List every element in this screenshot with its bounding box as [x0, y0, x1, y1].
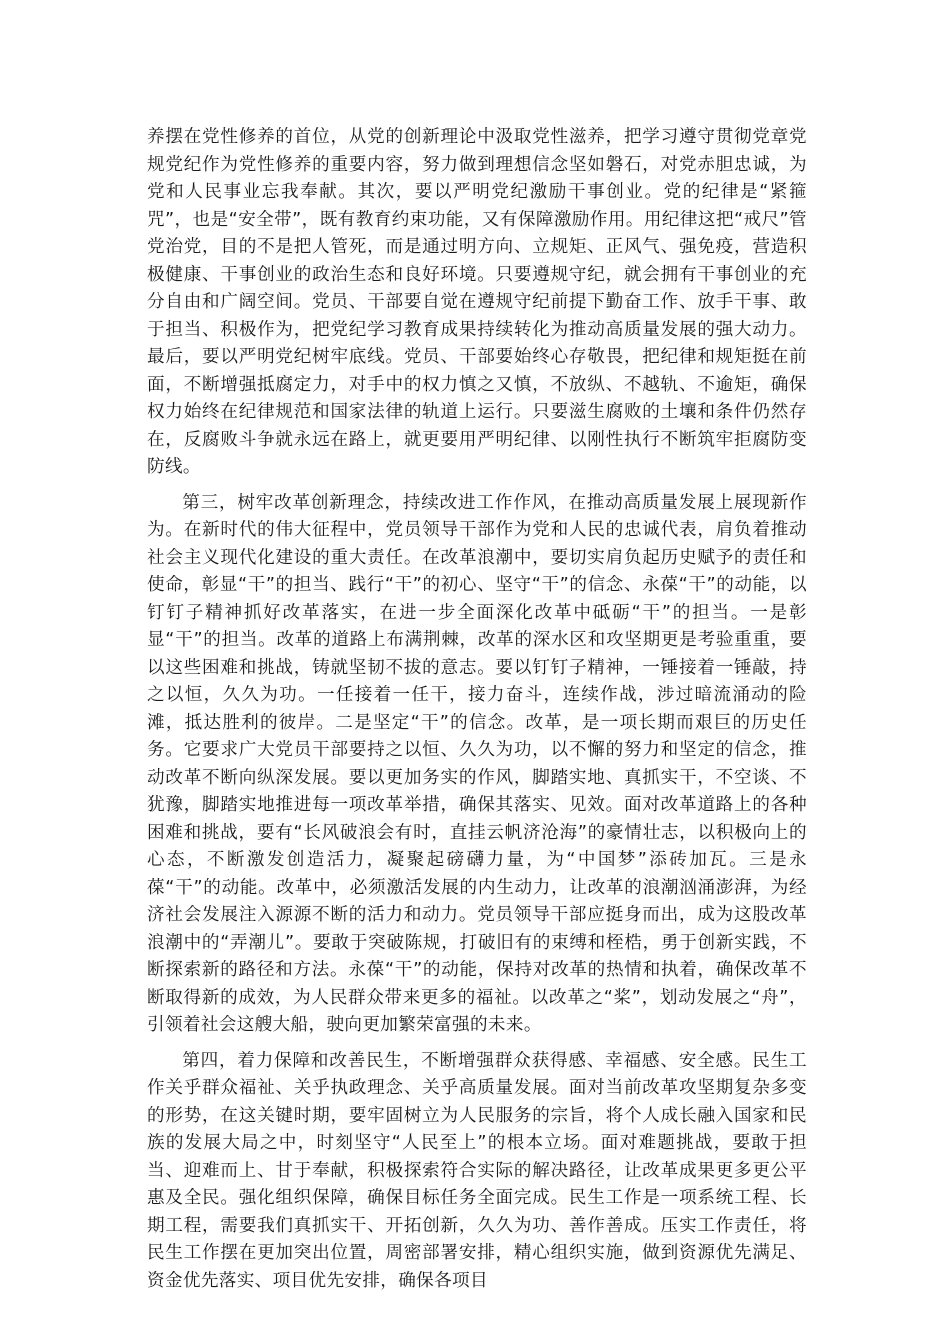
- paragraph-continued: 养摆在党性修养的首位，从党的创新理论中汲取党性滋养，把学习遵守贯彻党章党规党纪作为党性修养的重要内容，努力做到理想信念坚如磐石，对党赤胆忠诚，为党和人民事业忘我奉献。其次，要以严明党纪激励干事创业。党的纪律是“紧箍咒”，也是“安全带”，既有教育约束功能，又有保障激励作用。用纪律这把“戒尺”管党治党，目的不是把人管死，而是通过明方向、立规矩、正风气、强免疫，营造积极健康、干事创业的政治生态和良好环境。只要遵规守纪，就会拥有干事创业的充分自由和广阔空间。党员、干部要自觉在遵规守纪前提下勤奋工作、放手干事、敢于担当、积极作为，把党纪学习教育成果持续转化为推动高质量发展的强大动力。最后，要以严明党纪树牢底线。党员、干部要始终心存敬畏，把纪律和规矩挺在前面，不断增强抵腐定力，对手中的权力慎之又慎，不放纵、不越轨、不逾矩，确保权力始终在纪律规范和国家法律的轨道上运行。只要滋生腐败的土壤和条件仍然存在，反腐败斗争就永远在路上，就更要用严明纪律、以刚性执行不断筑牢拒腐防变防线。: [147, 127, 807, 477]
- paragraph-third-point: 第三，树牢改革创新理念，持续改进工作作风，在推动高质量发展上展现新作为。在新时代的伟大征程中，党员领导干部作为党和人民的忠诚代表，肩负着推动社会主义现代化建设的重大责任。在改革浪潮中，要切实肩负起历史赋予的责任和使命，彰显“干”的担当、践行“干”的初心、坚守“干”的信念、永葆“干”的动能，以钉钉子精神抓好改革落实，在进一步全面深化改革中砥砺“干”的担当。一是彰显“干”的担当。改革的道路上布满荆棘，改革的深水区和攻坚期更是考验重重，要以这些困难和挑战，铸就坚韧不拔的意志。要以钉钉子精神，一锤接着一锤敲，持之以恒，久久为功。一任接着一任干，接力奋斗，连续作战，涉过暗流涌动的险滩，抵达胜利的彼岸。二是坚定“干”的信念。改革，是一项长期而艰巨的历史任务。它要求广大党员干部要持之以恒、久久为功，以不懈的努力和坚定的信念，推动改革不断向纵深发展。要以更加务实的作风，脚踏实地、真抓实干，不空谈、不犹豫，脚踏实地推进每一项改革举措，确保其落实、见效。面对改革道路上的各种困难和挑战，要有“长风破浪会有时，直挂云帆济沧海”的豪情壮志，以积极向上的心态，不断激发创造活力，凝聚起磅礴力量，为“中国梦”添砖加瓦。三是永葆“干”的动能。改革中，必须激活发展的内生动力，让改革的浪潮汹涌澎湃，为经济社会发展注入源源不断的活力和动力。党员领导干部应挺身而出，成为这股改革浪潮中的“弄潮儿”。要敢于突破陈规，打破旧有的束缚和桎梏，勇于创新实践，不断探索新的路径和方法。永葆“干”的动能，保持对改革的热情和执着，确保改革不断取得新的成效，为人民群众带来更多的福祉。以改革之“桨”，划动发展之“舟”，引领着社会这艘大船，驶向更加繁荣富强的未来。: [147, 492, 807, 1035]
- document-body: [147, 124, 807, 1295]
- paragraph-fourth-point: 第四，着力保障和改善民生，不断增强群众获得感、幸福感、安全感。民生工作关乎群众福祉、关乎执政理念、关乎高质量发展。面对当前改革攻坚期复杂多变的形势，在这关键时期，要牢固树立为人民服务的宗旨，将个人成长融入国家和民族的发展大局之中，时刻坚守“人民至上”的根本立场。面对难题挑战，要敢于担当、迎难而上、甘于奉献，积极探索符合实际的解决路径，让改革成果更多更公平惠及全民。强化组织保障，确保目标任务全面完成。民生工作是一项系统工程、长期工程，需要我们真抓实干、开拓创新，久久为功、善作善成。压实工作责任，将民生工作摆在更加突出位置，周密部署安排，精心组织实施，做到资源优先满足、资金优先落实、项目优先安排，确保各项目: [147, 1050, 807, 1291]
